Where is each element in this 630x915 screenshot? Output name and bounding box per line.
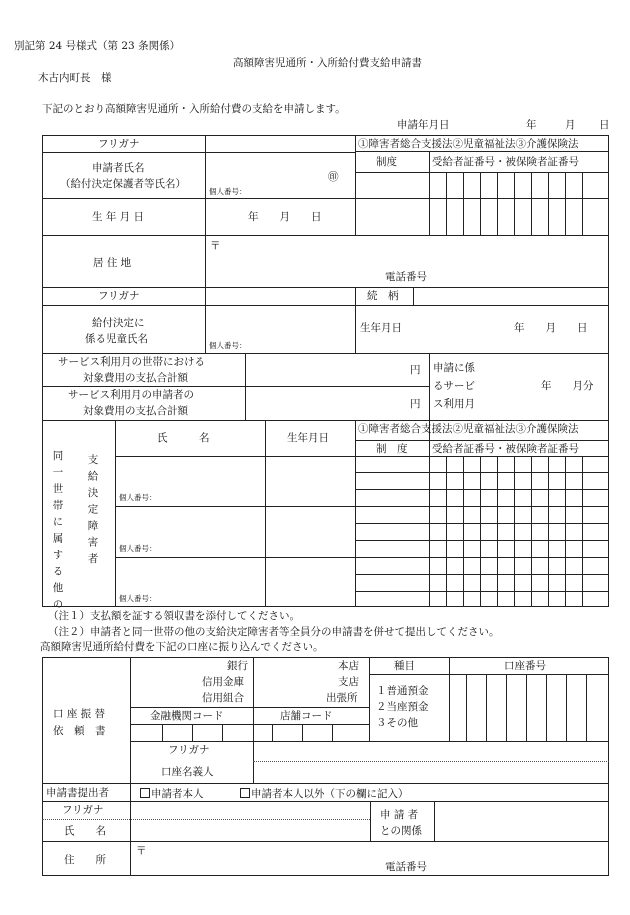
year-label: 年 <box>526 119 537 131</box>
page-title: 高額障害児通所・入所給付費支給申請書 <box>233 57 422 69</box>
cert-number-label: 受給者証番号・被保険者証番号 <box>432 156 579 168</box>
note-1: （注１）支払額を証する領収書を添付してください。 <box>48 610 300 622</box>
checkbox-self[interactable] <box>140 788 150 798</box>
household-personal-number-3: 個人番号： <box>119 594 157 603</box>
seido-label: 制度 <box>376 156 397 168</box>
household-birth-header: 生年月日 <box>287 432 329 444</box>
service-month-label-1: 申請に係 <box>433 362 475 374</box>
household-laws-header: ①障害者総合支援法②児童福祉法③介護保険法 <box>358 423 579 435</box>
seal-mark: ㊞ <box>328 171 339 183</box>
child-personal-number-label: 個人番号： <box>209 341 247 350</box>
account-type-3: ３その他 <box>376 717 418 729</box>
service-month-value: 年 月分 <box>541 380 594 392</box>
household-cost-sub-label: 対象費用の支払合計額 <box>83 372 188 384</box>
submitter-self-text: 申請者本人 <box>151 788 204 800</box>
household-name-header: 氏 名 <box>157 432 210 444</box>
laws-header: ①障害者総合支援法②児童福祉法③介護保険法 <box>358 138 579 150</box>
submitter-relation-label: 申 請 者 <box>380 809 419 821</box>
note-2: （注２）申請者と同一世帯の他の支給決定障害者等全員分の申請書を併せて提出してください。 <box>48 626 500 638</box>
addressee: 木古内町長 様 <box>38 72 112 84</box>
household-side-label-2: 支給決定障害者 <box>86 454 99 570</box>
day-label: 日 <box>599 119 610 131</box>
branch-code-label: 店舗コード <box>280 710 333 722</box>
applicant-name-label: 申請者氏名 <box>92 162 145 174</box>
service-month-label-2: るサービ <box>433 380 475 392</box>
form-reference: 別記第 24 号様式（第 23 条関係） <box>14 40 181 52</box>
applicant-cost-yen: 円 <box>410 398 421 410</box>
bank-label: 銀行 <box>227 660 248 672</box>
submitter-furigana-label: フリガナ <box>62 804 104 816</box>
sub-office-label: 出張所 <box>326 692 358 704</box>
furigana-label: フリガナ <box>98 138 140 150</box>
relation-label: 続 柄 <box>367 290 399 302</box>
child-birth-label: 生年月日 <box>360 322 402 334</box>
household-cert-label: 受給者証番号・被保険者証番号 <box>432 443 579 455</box>
account-type-1: １普通預金 <box>376 685 429 697</box>
credit-bank-label: 信用金庫 <box>202 676 244 688</box>
credit-union-label: 信用組合 <box>202 692 244 704</box>
submitter-other-option[interactable] <box>240 788 409 800</box>
submitter-phone-label: 電話番号 <box>385 861 427 873</box>
account-number-label: 口座番号 <box>504 660 546 672</box>
account-holder-label: 口座名義人 <box>161 766 214 778</box>
household-seido-label: 制 度 <box>376 443 408 455</box>
household-cost-yen: 円 <box>410 364 421 376</box>
transfer-instruction: 高額障害児通所給付費を下記の口座に振り込んでください。 <box>40 641 324 653</box>
institution-code-label: 金融機関コード <box>150 710 224 722</box>
phone-label: 電話番号 <box>385 271 427 283</box>
applicant-name-sub-label: （給付決定保護者等氏名） <box>60 178 186 190</box>
branch-label: 支店 <box>338 676 359 688</box>
household-personal-number-2: 個人番号： <box>119 544 157 553</box>
household-cost-label: サービス利用月の世帯における <box>58 356 205 368</box>
intro-text: 下記のとおり高額障害児通所・入所給付費の支給を申請します。 <box>42 103 346 115</box>
postal-mark: 〒 <box>210 240 221 252</box>
household-personal-number-1: 個人番号： <box>119 493 157 502</box>
submitter-relation-sub-label: との関係 <box>380 825 422 837</box>
child-name-label: 給付決定に <box>92 317 145 329</box>
applicant-cost-label: サービス利用月の申請者の <box>68 389 194 401</box>
child-name-sub-label: 係る児童氏名 <box>85 333 148 345</box>
account-type-2: ２当座預金 <box>376 701 429 713</box>
child-birth-date: 年 月 日 <box>514 322 588 334</box>
personal-number-label: 個人番号： <box>209 187 247 196</box>
bank-section-sub-label: 依 頼 書 <box>53 725 106 737</box>
birth-label: 生 年 月 日 <box>92 211 145 223</box>
birth-date: 年 月 日 <box>248 211 322 223</box>
service-month-label-3: ス利用月 <box>433 398 475 410</box>
submitter-name-label: 氏 名 <box>64 825 106 837</box>
submitter-self-option[interactable] <box>140 788 204 800</box>
submitter-address-label: 住 所 <box>64 854 106 866</box>
holder-furigana-label: フリガナ <box>168 744 210 756</box>
main-table <box>42 135 609 607</box>
household-side-label: 同一世帯に属する他の <box>51 450 64 615</box>
month-label: 月 <box>565 119 576 131</box>
bank-section-label: 口 座 振 替 <box>53 708 106 720</box>
checkbox-other[interactable] <box>240 788 250 798</box>
head-office-label: 本店 <box>338 660 359 672</box>
account-type-label: 種目 <box>394 660 415 672</box>
address-label: 居 住 地 <box>93 257 132 269</box>
application-date-label: 申請年月日 <box>397 119 450 131</box>
child-furigana-label: フリガナ <box>98 290 140 302</box>
submitter-other-text: 申請者本人以外（下の欄に記入） <box>251 788 409 800</box>
submitter-label: 申請書提出者 <box>46 787 109 799</box>
submitter-postal-mark: 〒 <box>136 845 147 857</box>
applicant-cost-sub-label: 対象費用の支払合計額 <box>83 405 188 417</box>
